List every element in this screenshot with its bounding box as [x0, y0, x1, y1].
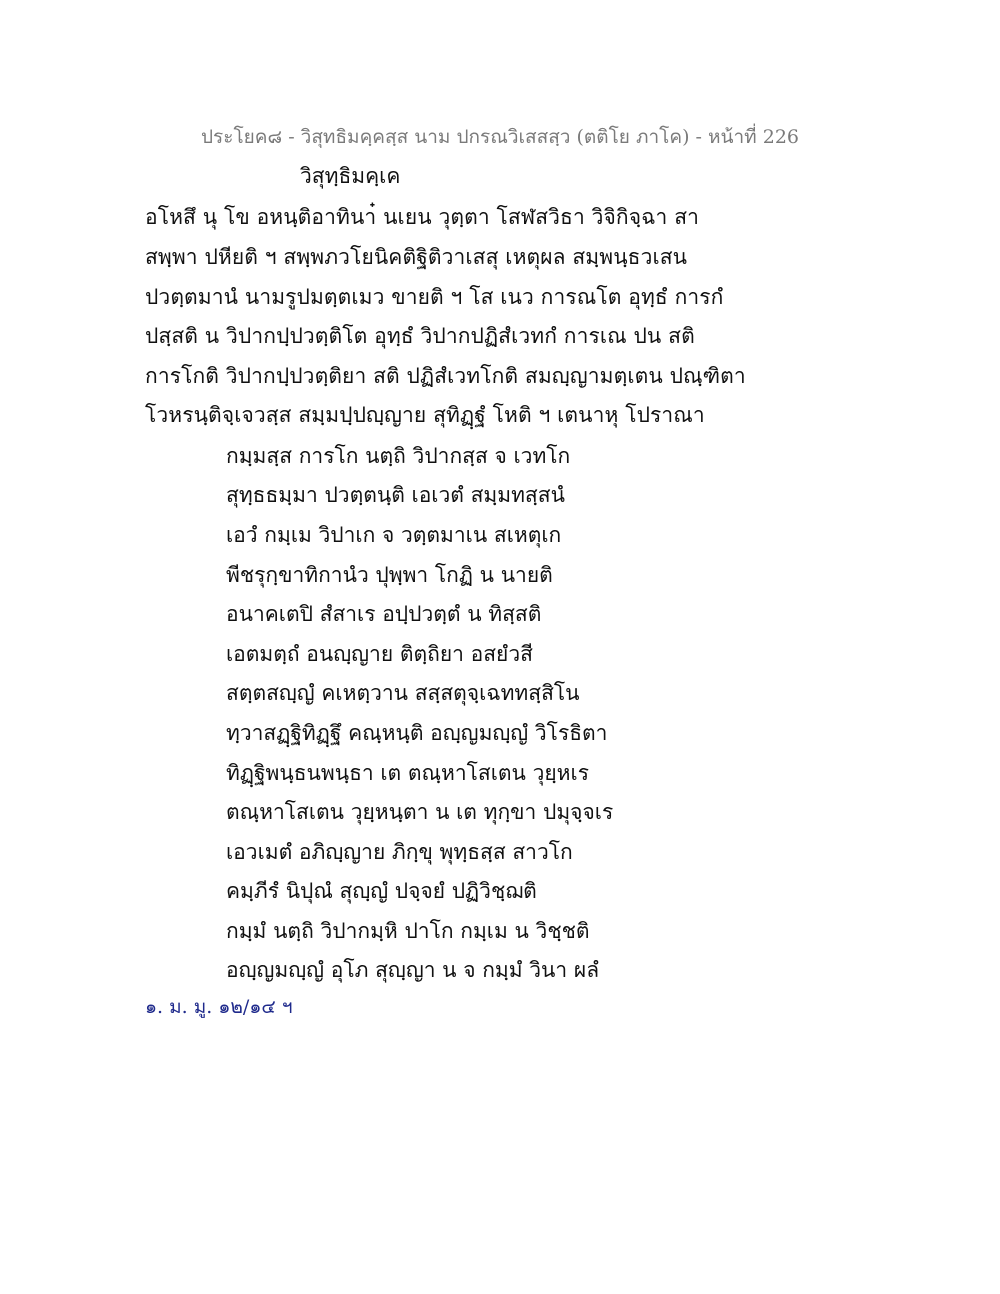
- prose-line-1: อโหสึ นุ โข อหนฺติอาทินา๋ นเยน วุตฺตา โสฬสวิธา วิจิกิจฺฉา สา: [145, 205, 700, 229]
- verse-line-12: คมฺภีรํ นิปุณํ สุญฺญํ ปจฺจยํ ปฏิวิชฺฌติ: [226, 879, 537, 903]
- verse-line-11: เอวเมตํ อภิญฺญาย ภิกฺขุ พุทฺธสฺส สาวโก: [226, 840, 573, 864]
- verse-line-8: ทฺวาสฏฺฐิทิฏฺฐึ คณฺหนฺติ อญฺญมญฺญํ วิโรธิตา: [226, 721, 608, 745]
- prose-line-3: ปวตฺตมานํ นามรูปมตฺตเมว ขายติ ฯ โส เนว การณโต อุทฺธํ การกํ: [145, 285, 724, 309]
- verse-line-14: อญฺญมญฺญํ อุโภ สุญฺญา น จ กมฺมํ วินา ผลํ: [226, 958, 600, 982]
- verse-line-7: สตฺตสญฺญํ คเหตฺวาน สสฺสตุจฺเฉททสฺสิโน: [226, 681, 580, 705]
- page-header: ประโยค๘ - วิสุทธิมคฺคสฺส นาม ปกรณวิเสสสฺว (ตติโย ภาโค) - หน้าที่ 226: [200, 126, 800, 148]
- verse-line-3: เอวํ กมฺเม วิปาเก จ วตฺตมาเน สเหตุเก: [226, 523, 562, 547]
- verse-line-9: ทิฏฺฐิพนฺธนพนฺธา เต ตณฺหาโสเตน วุยฺหเร: [226, 761, 589, 785]
- verse-line-4: พีชรุกฺขาทิกานํว ปุพฺพา โกฏิ น นายติ: [226, 563, 553, 587]
- verse-line-10: ตณฺหาโสเตน วุยฺหนฺตา น เต ทุกฺขา ปมุจฺจเร: [226, 800, 614, 824]
- prose-line-6: โวหรนฺติจฺเจวสฺส สมฺมปฺปญฺญาย สุทิฏฺฐํ โหติ ฯ เตนาหุ โปราณา: [145, 403, 705, 427]
- footnote: ๑. ม. มู. ๑๒/๑๔ ฯ: [145, 996, 293, 1018]
- verse-line-5: อนาคเตปิ สํสาเร อปฺปวตฺตํ น ทิสฺสติ: [226, 602, 542, 626]
- prose-line-5: การโกติ วิปากปฺปวตฺติยา สติ ปฏิสํเวทโกติ สมญฺญามตฺเตน ปณฺฑิตา: [145, 364, 746, 388]
- verse-line-6: เอตมตฺถํ อนญฺญาย ติตฺถิยา อสยํวสี: [226, 642, 533, 666]
- verse-line-1: กมฺมสฺส การโก นตฺถิ วิปากสฺส จ เวทโก: [226, 444, 571, 468]
- verse-line-13: กมฺมํ นตฺถิ วิปากมฺหิ ปาโก กมฺเม น วิชฺชติ: [226, 919, 590, 943]
- prose-line-4: ปสฺสติ น วิปากปฺปวตฺติโต อุทฺธํ วิปากปฏิสํเวทกํ การเณ ปน สติ: [145, 324, 695, 348]
- section-title: วิสุทฺธิมคฺเค: [300, 164, 401, 188]
- verse-line-2: สุทฺธธมฺมา ปวตฺตนฺติ เอเวตํ สมฺมทสฺสนํ: [226, 483, 565, 507]
- prose-line-2: สพฺพา ปหียติ ฯ สพฺพภวโยนิคติฐิติวาเสสุ เหตุผล สมฺพนฺธวเสน: [145, 245, 688, 269]
